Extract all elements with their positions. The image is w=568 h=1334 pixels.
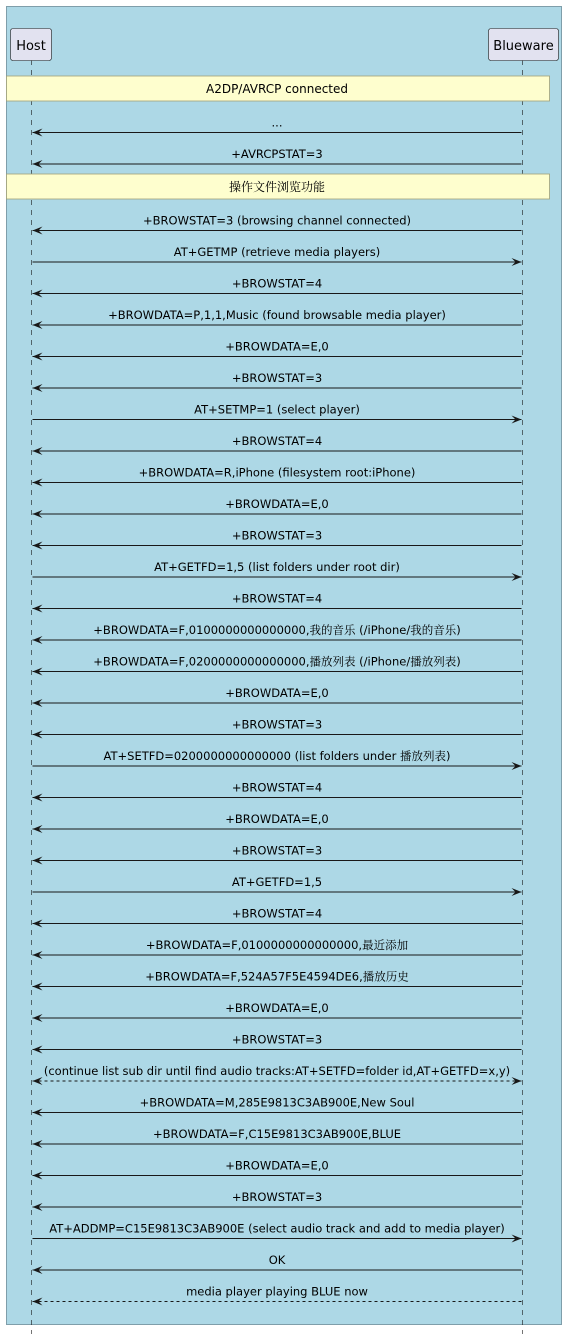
note	[7, 76, 550, 101]
participant-host	[11, 29, 52, 61]
participant-blueware	[489, 29, 559, 61]
message-label: AT+SETFD=0200000000000000 (list folders under 播放列表)	[103, 749, 451, 763]
message-label: +BROWSTAT=3	[231, 843, 323, 858]
message-label: +BROWSTAT=3	[231, 1190, 323, 1204]
message-label: +BROWDATA=E,0	[225, 1001, 329, 1015]
message-label: +BROWDATA=E,0	[225, 339, 329, 354]
message-label: +AVRCPSTAT=3	[231, 147, 323, 161]
message-label: media player playing BLUE now	[186, 1284, 368, 1299]
message-label: ...	[271, 115, 283, 130]
message-label: +BROWSTAT=4	[231, 906, 323, 921]
message-label: +BROWSTAT=4	[231, 780, 323, 795]
message-label: +BROWDATA=P,1,1,Music (found browsable media player)	[108, 308, 446, 322]
message-label: +BROWDATA=F,0100000000000000,我的音乐 (/iPhone/我的音乐)	[93, 623, 461, 637]
message-label: +BROWDATA=R,iPhone (filesystem root:iPhone)	[138, 465, 416, 480]
message-label: +BROWDATA=M,285E9813C3AB900E,New Soul	[139, 1095, 415, 1110]
message-label: +BROWDATA=E,0	[225, 812, 329, 826]
message-label: +BROWSTAT=3	[231, 528, 323, 543]
message-label: AT+GETMP (retrieve media players)	[173, 245, 381, 259]
message-label: +BROWSTAT=3	[231, 371, 323, 385]
message-label: OK	[268, 1253, 286, 1267]
message-label: +BROWDATA=F,524A57F5E4594DE6,播放历史	[145, 969, 409, 984]
message-label: +BROWDATA=F,0100000000000000,最近添加	[145, 938, 409, 952]
message-label: AT+GETFD=1,5	[231, 875, 323, 889]
message-label: (continue list sub dir until find audio tracks:AT+SETFD=folder id,AT+GETFD=x,y)	[43, 1064, 511, 1078]
message-label: +BROWSTAT=3	[231, 717, 323, 732]
message-label: AT+GETFD=1,5 (list folders under root dir)	[154, 560, 400, 574]
message-label: +BROWSTAT=3 (browsing channel connected)	[143, 213, 411, 228]
message-label: +BROWSTAT=4	[231, 434, 323, 448]
participant-blueware-label: Blueware	[493, 39, 554, 54]
message-label: +BROWSTAT=4	[231, 276, 323, 291]
message-label: AT+ADDMP=C15E9813C3AB900E (select audio track and add to media player)	[49, 1221, 505, 1236]
message-label: +BROWDATA=F,0200000000000000,播放列表 (/iPhone/播放列表)	[93, 654, 461, 669]
message-label: +BROWDATA=F,C15E9813C3AB900E,BLUE	[152, 1127, 402, 1141]
participant-host-label: Host	[16, 39, 46, 54]
message-label: +BROWDATA=E,0	[225, 1158, 329, 1173]
note-text: A2DP/AVRCP connected	[205, 82, 349, 96]
note	[7, 174, 550, 199]
message-label: +BROWDATA=E,0	[225, 686, 329, 700]
message-label: +BROWSTAT=3	[231, 1032, 323, 1047]
message-label: +BROWDATA=E,0	[225, 497, 329, 511]
message-label: +BROWSTAT=4	[231, 591, 323, 606]
note-text: 操作文件浏览功能	[228, 180, 326, 194]
message-label: AT+SETMP=1 (select player)	[194, 402, 360, 417]
